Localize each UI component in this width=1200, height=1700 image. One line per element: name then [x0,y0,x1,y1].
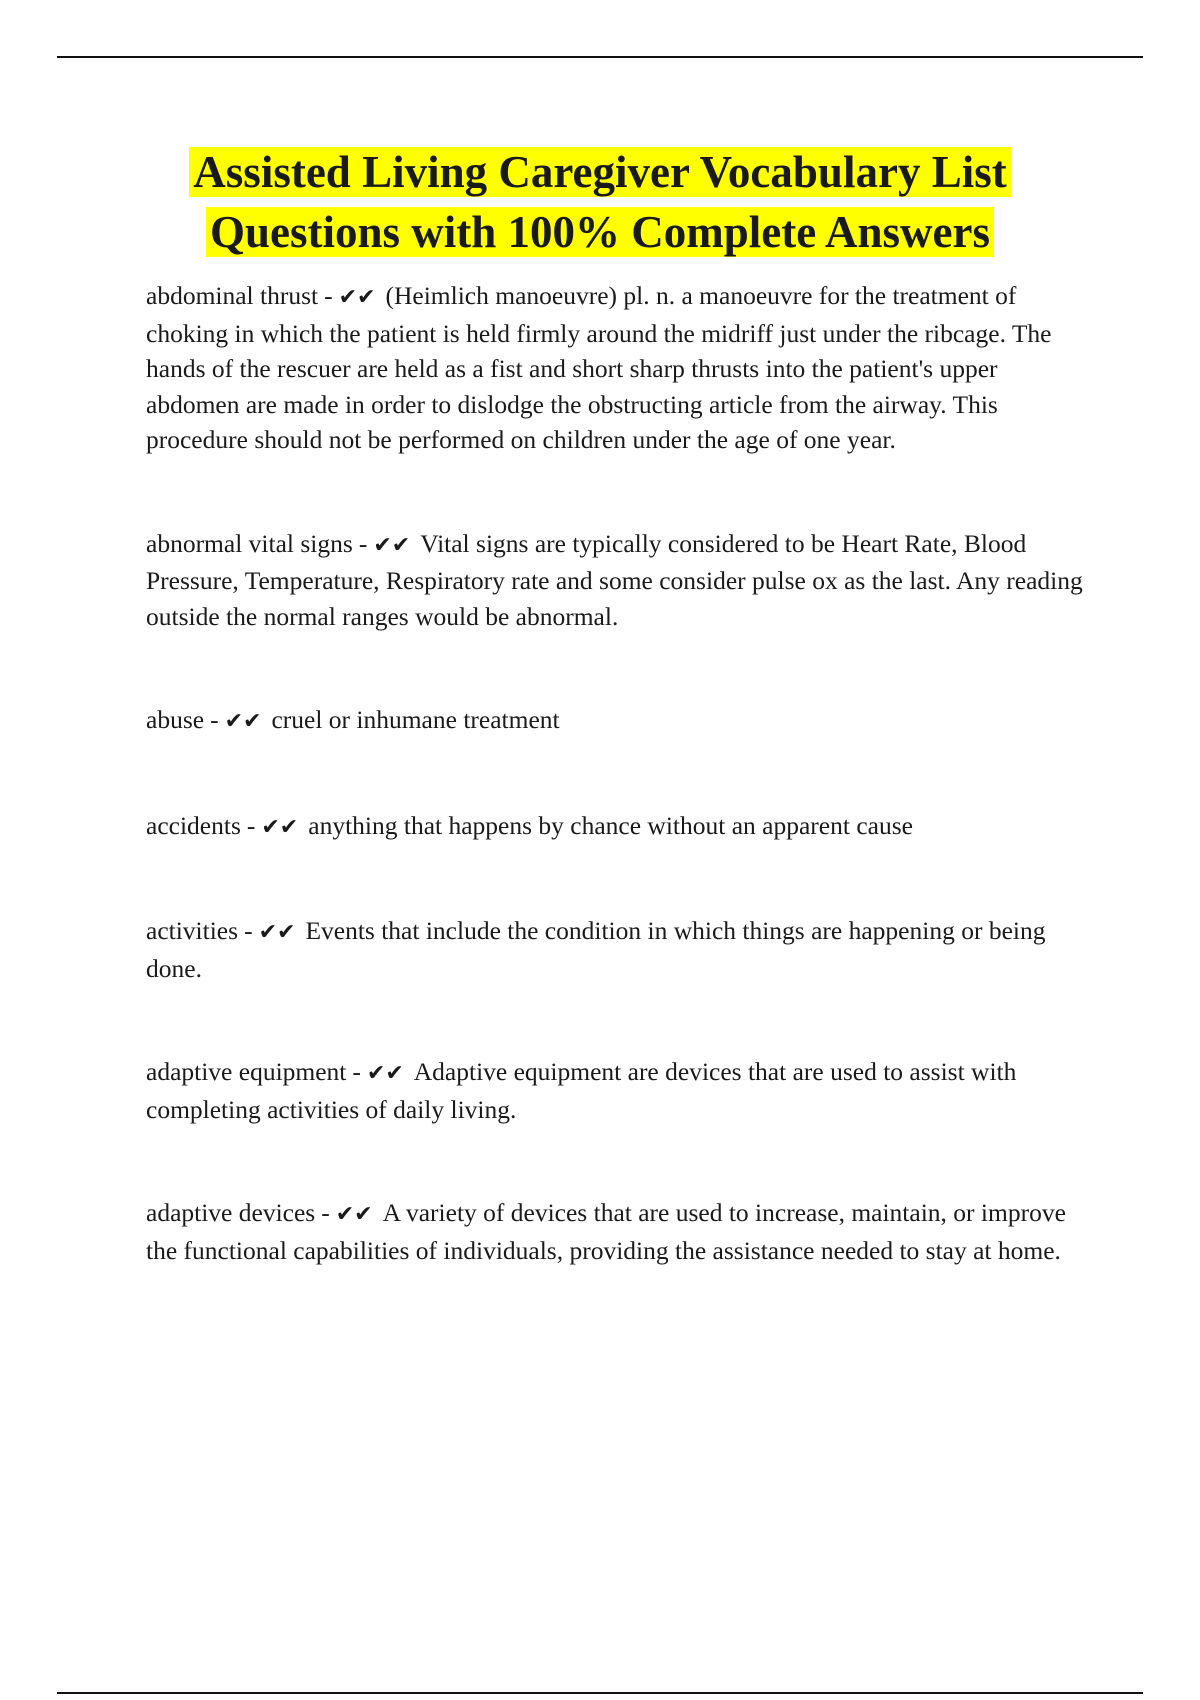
title-line-1: Assisted Living Caregiver Vocabulary List [189,147,1010,197]
vocab-entry [146,278,1096,458]
vocab-definition: Adaptive equipment are devices that are used to assist with completing activities of daily living. [146,1057,1017,1124]
term-separator: - [321,1198,330,1227]
term-separator: - [210,705,219,734]
term-separator: - [244,916,253,945]
double-check-icon: ✔✔ [338,285,376,310]
vocab-term: activities [146,916,239,945]
top-rule [57,56,1143,58]
vocab-entry [146,526,1096,635]
vocab-term: adaptive devices [146,1198,316,1227]
vocab-entry [146,1054,1096,1127]
double-check-icon: ✔✔ [366,1061,404,1086]
vocab-definition: anything that happens by chance without an apparent cause [308,810,913,840]
bottom-rule [57,1692,1143,1694]
vocab-entry [146,702,1096,740]
vocab-term: accidents [146,810,241,840]
double-check-icon: ✔✔ [258,920,296,945]
title-line-2: Questions with 100% Complete Answers [206,207,994,257]
page-title [0,142,1200,262]
double-check-icon: ✔✔ [261,814,299,840]
vocab-entry [146,808,1096,846]
double-check-icon: ✔✔ [335,1202,373,1227]
vocab-entry [146,1195,1096,1268]
vocab-definition: Events that include the condition in which things are happening or being done. [146,916,1046,983]
vocab-term: abdominal thrust [146,281,319,310]
double-check-icon: ✔✔ [373,532,411,558]
vocab-definition: (Heimlich manoeuvre) pl. n. a manoeuvre for the treatment of choking in which the patient is held firmly around the midriff just under the ribcage. The hands of the rescuer are held as a fist and short sharp thrusts into the patient's upper abdomen are made in order to dislodge the obstructing article from the airway. This procedure should not be performed on children under the age of one year. [146,281,1052,454]
term-separator: - [324,281,333,310]
vocab-term: abnormal vital signs [146,528,353,558]
vocab-definition: cruel or inhumane treatment [271,705,560,734]
vocab-definition: Vital signs are typically considered to be Heart Rate, Blood Pressure, Temperature, Respiratory rate and some consider pulse ox as the last. Any reading outside the normal ranges would be abnormal. [146,528,1083,631]
vocab-term: abuse [146,705,205,734]
vocab-definition: A variety of devices that are used to increase, maintain, or improve the functional capabilities of individuals, providing the assistance needed to stay at home. [146,1198,1066,1265]
vocab-term: adaptive equipment [146,1057,347,1086]
double-check-icon: ✔✔ [224,709,262,734]
vocabulary-list [146,278,1096,1268]
term-separator: - [358,528,368,558]
term-separator: - [352,1057,361,1086]
term-separator: - [246,810,256,840]
vocab-entry [146,913,1096,986]
